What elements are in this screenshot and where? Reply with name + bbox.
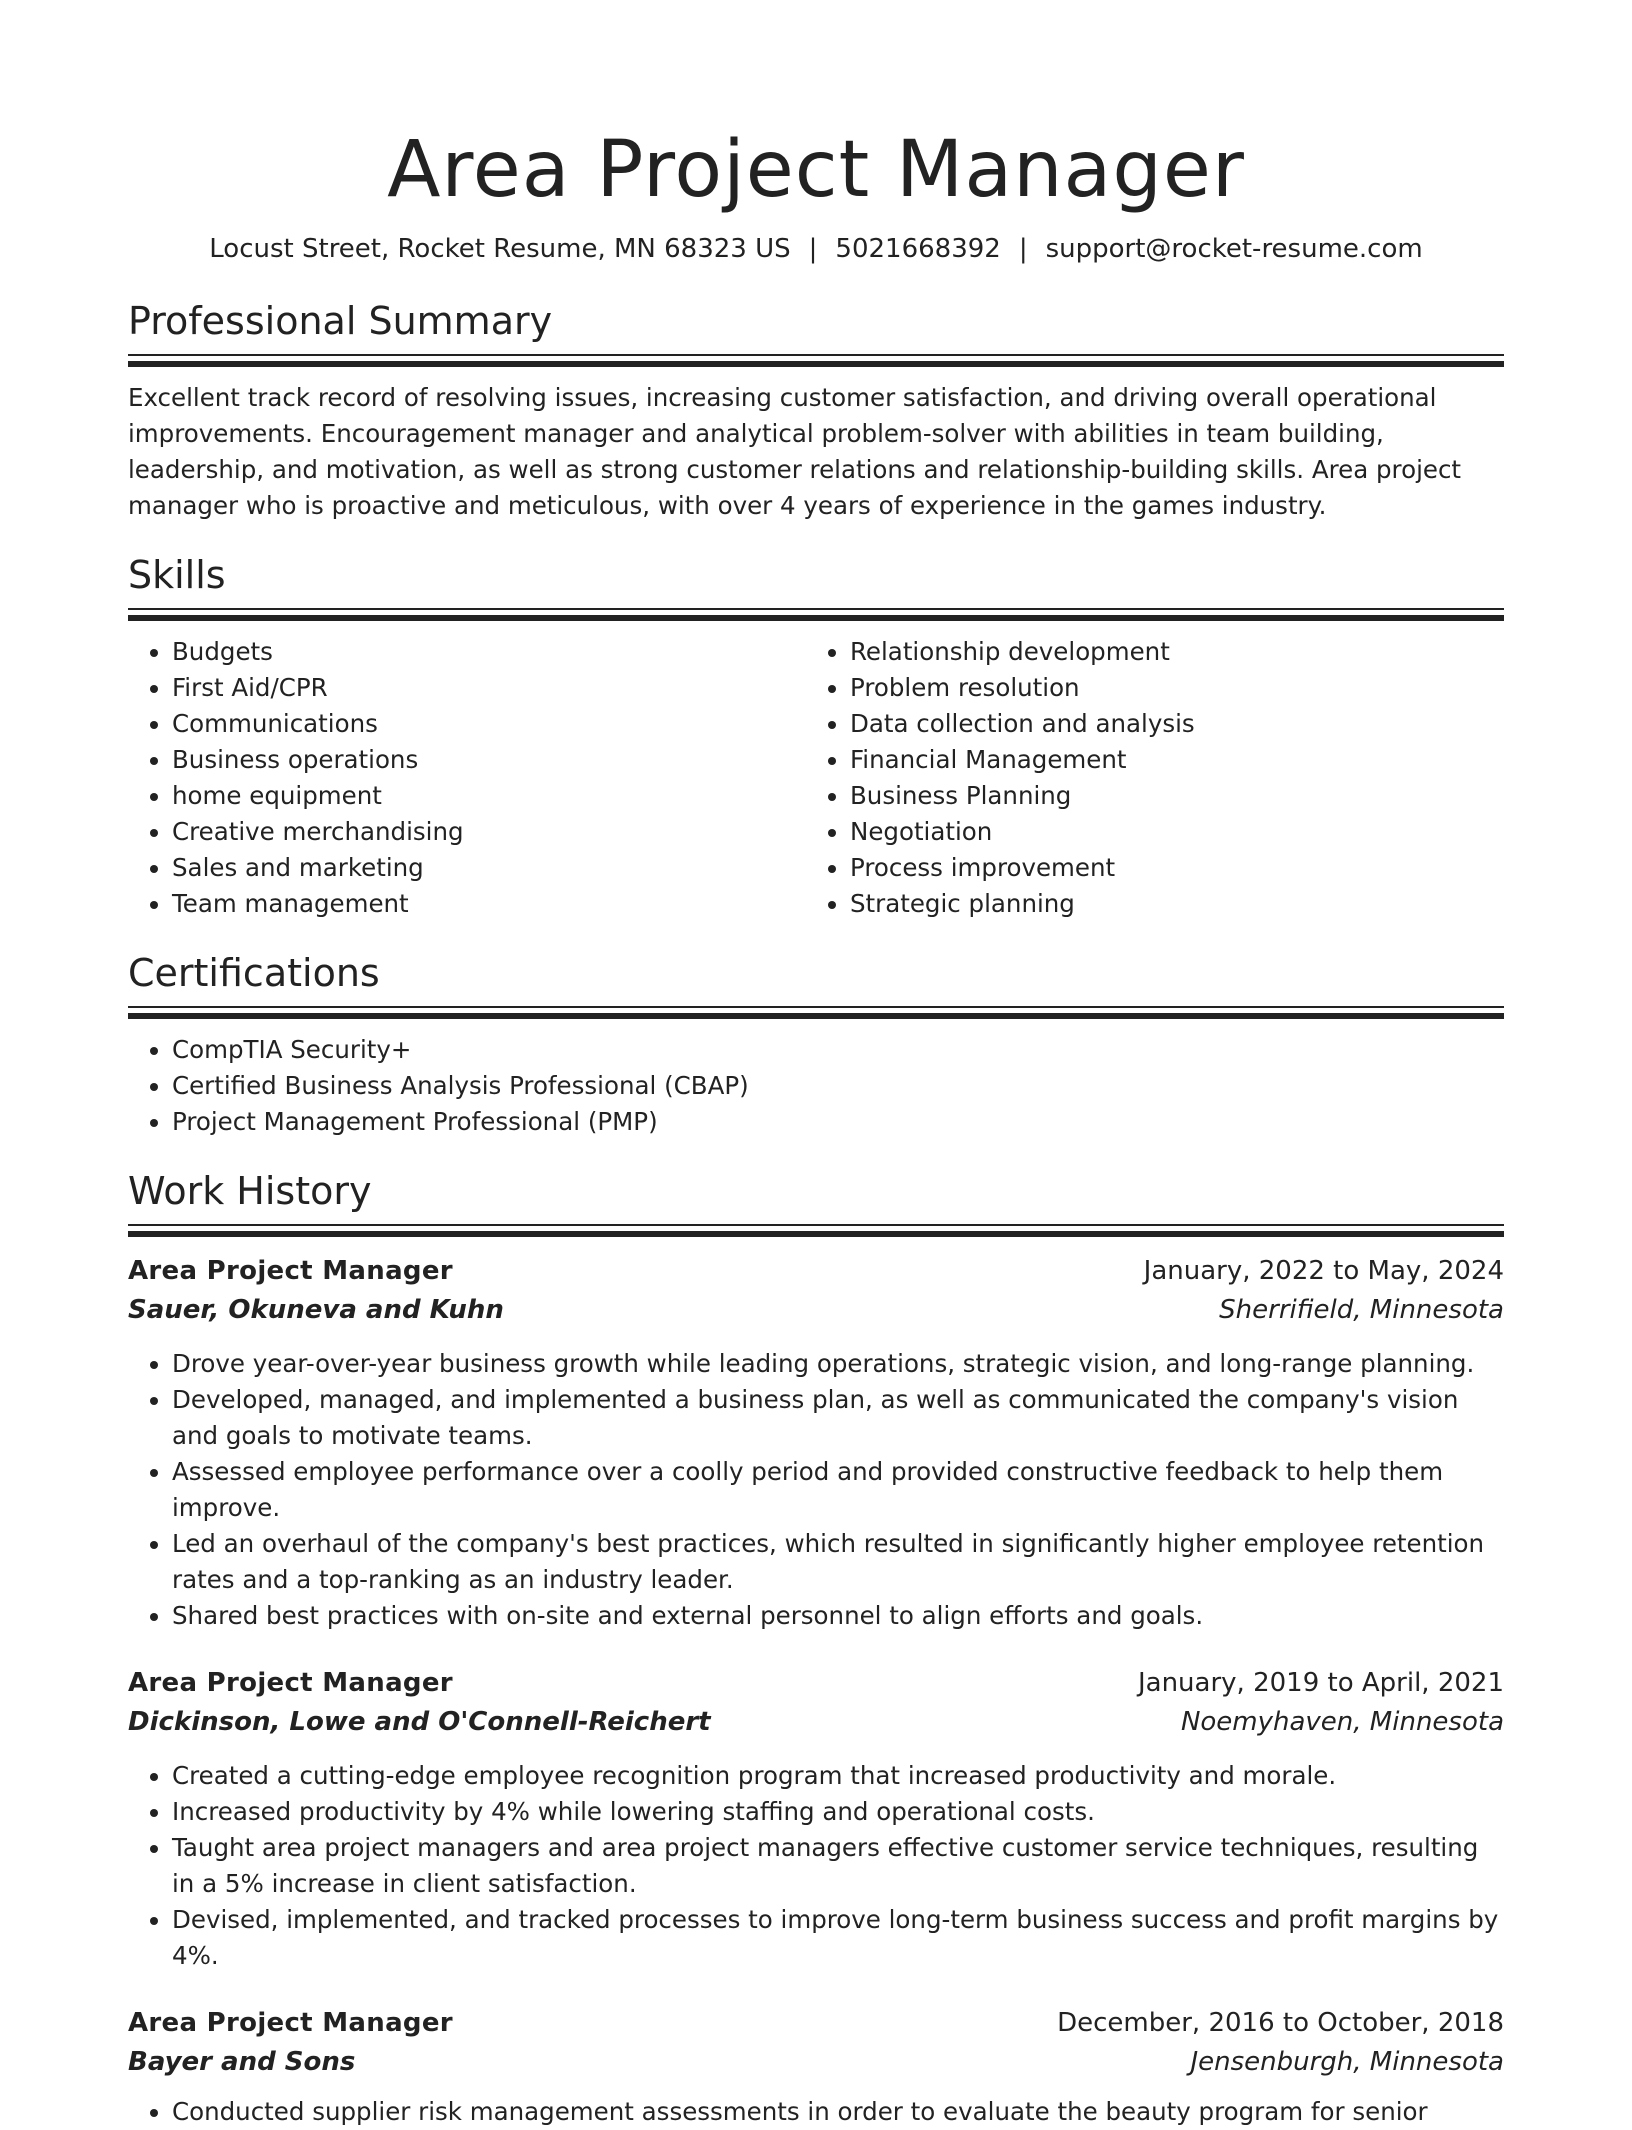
job-dates: January, 2022 to May, 2024 <box>1143 1256 1504 1286</box>
skills-list-left <box>128 634 806 922</box>
job-company-row <box>128 2043 1504 2082</box>
job-entry <box>128 1664 1504 1974</box>
list-item: • Communications <box>172 706 806 742</box>
list-item: • Shared best practices with on-site and external personnel to align efforts and goals. <box>172 1598 1504 1634</box>
job-bullets <box>128 2094 1504 2130</box>
summary-section <box>128 296 1504 524</box>
job-header-row <box>128 1664 1504 1703</box>
list-item: • Conducted supplier risk management assessments in order to evaluate the beauty program for senior <box>172 2094 1504 2130</box>
job-entry <box>128 2004 1504 2130</box>
list-item: • Data collection and analysis <box>850 706 1548 742</box>
contact-line <box>128 232 1504 266</box>
list-item: • Devised, implemented, and tracked processes to improve long-term business success and profit margins by 4%. <box>172 1902 1504 1974</box>
summary-text: Excellent track record of resolving issues, increasing customer satisfaction, and driving overall operational improvements. Encouragement manager and analytical problem-solver with abilities in team building, leadership, and motivation, as well as strong customer relations and relationship-building skills. Area project manager who is proactive and meticulous, with over 4 years of experience in the games industry. <box>128 383 1462 520</box>
section-heading-certifications: Certifications <box>128 951 380 995</box>
list-item: • Assessed employee performance over a coolly period and provided constructive feedback to help them improve. <box>172 1454 1504 1526</box>
list-item: • Team management <box>172 886 806 922</box>
list-item: • CompTIA Security+ <box>172 1032 1504 1068</box>
section-heading-summary: Professional Summary <box>128 299 553 343</box>
job-company: Sauer, Okuneva and Kuhn <box>128 1295 504 1325</box>
certifications-section <box>128 948 1504 1140</box>
section-divider <box>128 354 1504 368</box>
list-item: • Strategic planning <box>850 886 1548 922</box>
job-location: Sherrifield, Minnesota <box>1219 1295 1504 1325</box>
list-item: • Increased productivity by 4% while lowering staffing and operational costs. <box>172 1794 1504 1830</box>
contact-separator: | <box>808 234 818 264</box>
job-entry <box>128 1252 1504 1634</box>
section-divider <box>128 1224 1504 1238</box>
list-item: • Taught area project managers and area project managers effective customer service techniques, resulting in a 5% increase in client satisfaction. <box>172 1830 1504 1902</box>
list-item: • Problem resolution <box>850 670 1548 706</box>
job-company: Dickinson, Lowe and O'Connell-Reichert <box>128 1707 711 1737</box>
job-title: Area Project Manager <box>128 1256 453 1286</box>
job-dates: December, 2016 to October, 2018 <box>1057 2008 1504 2038</box>
contact-email: support@rocket-resume.com <box>1045 234 1423 264</box>
list-item: • Creative merchandising <box>172 814 806 850</box>
job-bullets <box>128 1758 1504 1974</box>
section-heading-work-history: Work History <box>128 1169 372 1213</box>
job-title: Area Project Manager <box>128 2008 453 2038</box>
skills-list-right <box>806 634 1548 922</box>
job-company-row <box>128 1703 1504 1742</box>
list-item: • Sales and marketing <box>172 850 806 886</box>
list-item: • Financial Management <box>850 742 1548 778</box>
job-header-row <box>128 1252 1504 1291</box>
skills-section <box>128 550 1504 922</box>
list-item: • Business operations <box>172 742 806 778</box>
list-item: • Relationship development <box>850 634 1548 670</box>
job-location: Jensenburgh, Minnesota <box>1190 2047 1504 2077</box>
contact-phone: 5021668392 <box>835 234 1001 264</box>
work-history-section <box>128 1166 1504 2130</box>
list-item: • Budgets <box>172 634 806 670</box>
section-divider <box>128 608 1504 622</box>
contact-separator: | <box>1018 234 1028 264</box>
list-item: • Project Management Professional (PMP) <box>172 1104 1504 1140</box>
list-item: • Negotiation <box>850 814 1548 850</box>
job-company-row <box>128 1291 1504 1330</box>
list-item: • Process improvement <box>850 850 1548 886</box>
list-item: • Certified Business Analysis Professional (CBAP) <box>172 1068 1504 1104</box>
list-item: • Led an overhaul of the company's best practices, which resulted in significantly higher employee retention rates and a top-ranking as an industry leader. <box>172 1526 1504 1598</box>
resume-page <box>128 0 1504 2130</box>
list-item: • Created a cutting-edge employee recognition program that increased productivity and morale. <box>172 1758 1504 1794</box>
certifications-list <box>128 1032 1504 1140</box>
list-item: • Business Planning <box>850 778 1548 814</box>
resume-title: Area Project Manager <box>387 125 1245 215</box>
job-bullets <box>128 1346 1504 1634</box>
job-location: Noemyhaven, Minnesota <box>1180 1707 1504 1737</box>
list-item: • Drove year-over-year business growth while leading operations, strategic vision, and long-range planning. <box>172 1346 1504 1382</box>
job-company: Bayer and Sons <box>128 2047 356 2077</box>
job-title: Area Project Manager <box>128 1668 453 1698</box>
section-divider <box>128 1006 1504 1020</box>
list-item: • home equipment <box>172 778 806 814</box>
skills-grid <box>128 634 1504 922</box>
job-dates: January, 2019 to April, 2021 <box>1137 1668 1504 1698</box>
contact-address: Locust Street, Rocket Resume, MN 68323 US <box>209 234 791 264</box>
list-item: • First Aid/CPR <box>172 670 806 706</box>
section-heading-skills: Skills <box>128 553 226 597</box>
list-item: • Developed, managed, and implemented a business plan, as well as communicated the company's vision and goals to motivate teams. <box>172 1382 1504 1454</box>
job-header-row <box>128 2004 1504 2043</box>
